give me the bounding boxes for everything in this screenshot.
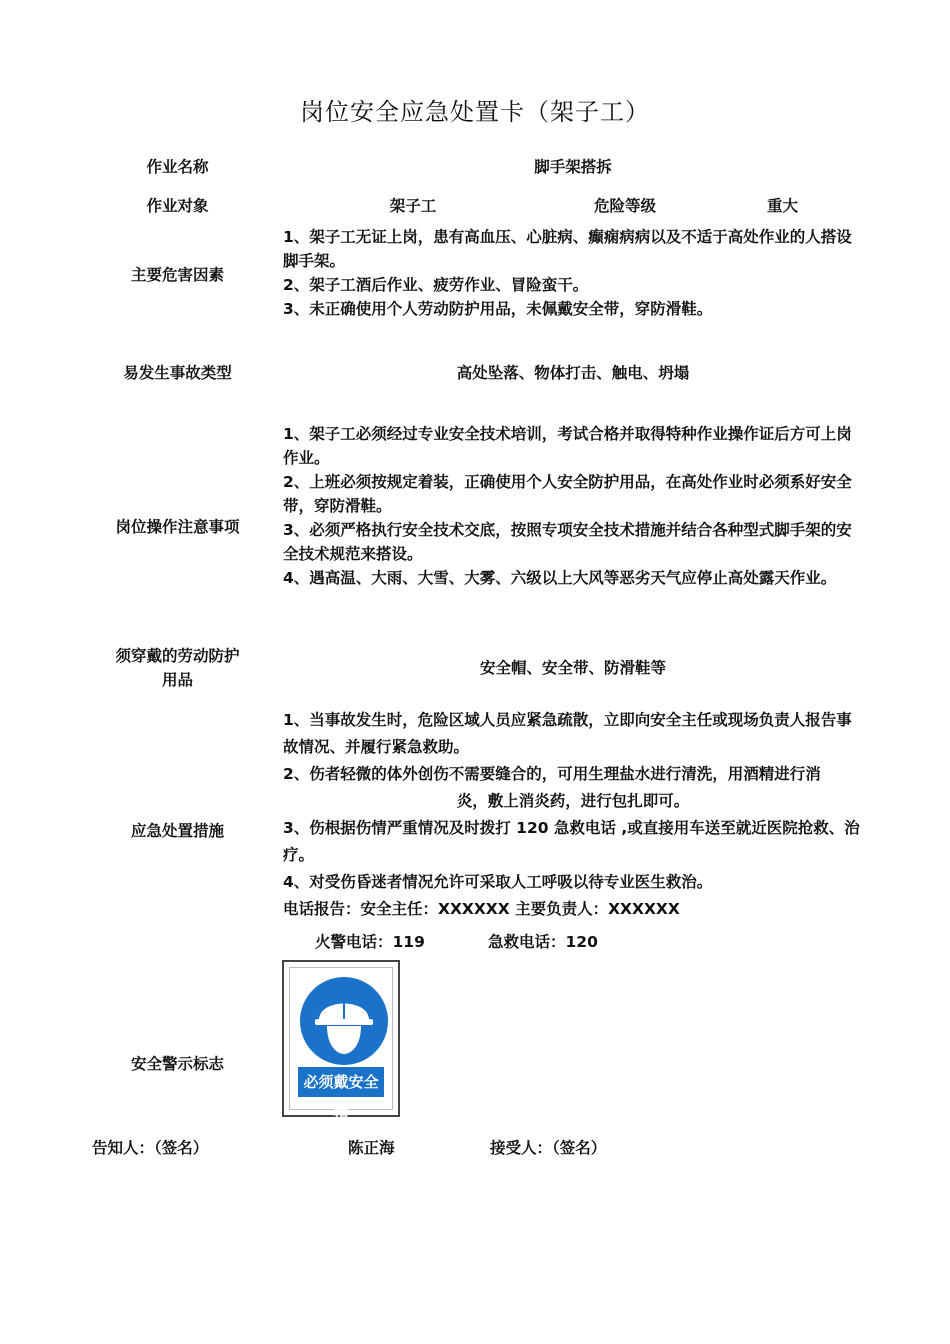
page-title: 岗位安全应急处置卡（架子工）	[300, 98, 650, 126]
helmet-warning-sign	[282, 960, 400, 1121]
hazards-label: 主要危害因素	[130, 266, 224, 284]
notifier-label: 告知人：（签名）	[92, 1139, 209, 1157]
accident-types-value: 高处坠落、物体打击、触电、坍塌	[456, 364, 690, 382]
ppe-label-line2: 用品	[161, 671, 193, 689]
job-name-value: 脚手架搭拆	[534, 158, 612, 176]
emergency-item-2-line2: 炎，敷上消炎药，进行包扎即可。	[456, 792, 690, 810]
precautions-list	[283, 422, 863, 590]
hazard-item: 3、未正确使用个人劳动防护用品，未佩戴安全带，穿防滑鞋。	[283, 300, 713, 318]
ppe-value: 安全帽、安全带、防滑鞋等	[479, 659, 666, 677]
ppe-label-line1: 须穿戴的劳动防护	[115, 647, 240, 665]
sign-banner-text: 必须戴安全帽	[298, 1067, 384, 1097]
risk-level-value: 重大	[766, 197, 798, 215]
emergency-item-1: 1、当事故发生时，危险区域人员应紧急疏散，立即向安全主任或现场负责人报告事故情况、并履行紧急救助。	[283, 711, 852, 756]
phone-report: 电话报告：安全主任：XXXXXX 主要负责人：XXXXXX	[283, 900, 680, 918]
precautions-label: 岗位操作注意事项	[115, 518, 240, 536]
risk-level-label: 危险等级	[593, 197, 656, 215]
ambulance-phone: 急救电话：120	[488, 933, 598, 951]
helmet-icon	[299, 976, 389, 1066]
hazards-list	[283, 225, 863, 321]
precaution-item: 4、遇高温、大雨、大雪、大雾、六级以上大风等恶劣天气应停止高处露天作业。	[283, 569, 837, 587]
hazard-item: 2、架子工酒后作业、疲劳作业、冒险蛮干。	[283, 276, 589, 294]
job-name-label: 作业名称	[146, 158, 209, 176]
hazard-item: 1、架子工无证上岗，患有高血压、心脏病、癫痫病病以及不适于高处作业的人搭设脚手架。	[283, 228, 852, 270]
job-object-value: 架子工	[389, 197, 437, 215]
precaution-item: 2、上班必须按规定着装，正确使用个人安全防护用品，在高处作业时必须系好安全带，穿防滑鞋。	[283, 473, 852, 515]
receiver-label: 接受人：（签名）	[490, 1139, 607, 1157]
emergency-item-4: 4、对受伤昏迷者情况允许可采取人工呼吸以待专业医生救治。	[283, 873, 713, 891]
emergency-list	[283, 707, 863, 923]
warning-sign-label: 安全警示标志	[130, 1055, 224, 1073]
job-object-label: 作业对象	[146, 197, 209, 215]
emergency-item-3: 3、伤根据伤情严重情况及时拨打 120 急救电话 ,或直接用车送至就近医院抢救、治疗。	[283, 819, 860, 864]
accident-types-label: 易发生事故类型	[123, 364, 232, 382]
sign-frame	[289, 967, 393, 1121]
notifier-name: 陈正海	[348, 1139, 395, 1157]
precaution-item: 3、必须严格执行安全技术交底，按照专项安全技术措施并结合各种型式脚手架的安全技术规范来搭设。	[283, 521, 852, 563]
ppe-label	[95, 644, 260, 692]
emergency-item-2-line1: 2、伤者轻微的体外创伤不需要缝合的，可用生理盐水进行清洗，用酒精进行消	[283, 765, 821, 783]
emergency-label: 应急处置措施	[130, 822, 224, 840]
fire-phone: 火警电话：119	[315, 933, 425, 951]
precaution-item: 1、架子工必须经过专业安全技术培训，考试合格并取得特种作业操作证后方可上岗作业。	[283, 425, 852, 467]
